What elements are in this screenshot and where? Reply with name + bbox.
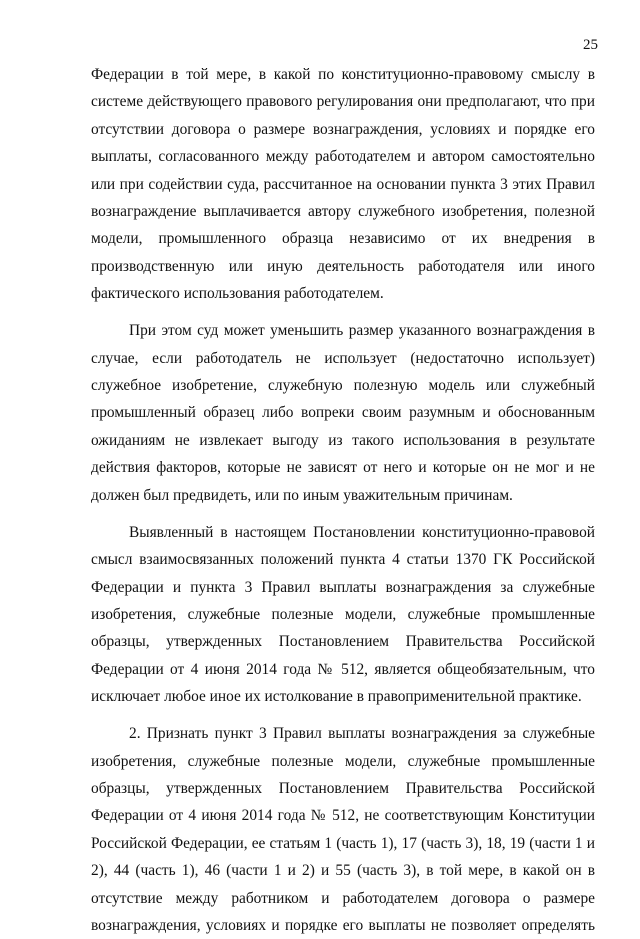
paragraph-constitutional-meaning: Выявленный в настоящем Постановлении конституционно-правовой смысл взаимосвязанных положений пункта 4 статьи 1370 ГК Российской Федерации и пункта 3 Правил выплаты вознаграждения за служебные изобретения, служебные полезные модели, служебные промышленные образцы, утвержденных Постановлением Правительства Российской Федерации от 4 июня 2014 года № 512, является общеобязательным, что исключает любое иное их истолкование в правоприменительной практике. bbox=[91, 523, 595, 706]
page-number: 25 bbox=[583, 37, 598, 53]
document-body bbox=[91, 61, 595, 939]
paragraph-item-2: 2. Признать пункт 3 Правил выплаты вознаграждения за служебные изобретения, служебные полезные модели, служебные промышленные образцы, утвержденных Постановлением Правительства Российской Федерации от 4 июня 2014 года № 512, не соответствующим Конституции Российской Федерации, ее статьям 1 (часть 1), 17 (часть 3), 18, 19 (части 1 и 2), 44 (часть 1), 46 (части 1 и 2) и 55 (часть 3), в той мере, в какой он в отсутствие между работником и работодателем договора о размере вознаграждения, условиях и порядке его выплаты не позволяет определять bbox=[91, 725, 595, 934]
paragraph-continuation: Федерации в той мере, в какой по конституционно-правовому смыслу в системе действующего правового регулирования они предполагают, что при отсутствии договора о размере вознаграждения, условиях и порядке его выплаты, согласованного между работодателем и автором самостоятельно или при содействии суда, рассчитанное на основании пункта 3 этих Правил вознаграждение выплачивается автору служебного изобретения, полезной модели, промышленного образца независимо от их внедрения в производственную или иную деятельность работодателя или иного фактического использования работодателем. bbox=[91, 66, 595, 303]
paragraph-court-reduction: При этом суд может уменьшить размер указанного вознаграждения в случае, если работодатель не использует (недостаточно использует) служебное изобретение, служебную полезную модель или служебный промышленный образец либо вопреки своим разумным и обоснованным ожиданиям не извлекает выгоду из такого использования в результате действия факторов, которые не зависят от него и которые он не мог и не должен был предвидеть, или по иным уважительным причинам. bbox=[91, 322, 595, 504]
